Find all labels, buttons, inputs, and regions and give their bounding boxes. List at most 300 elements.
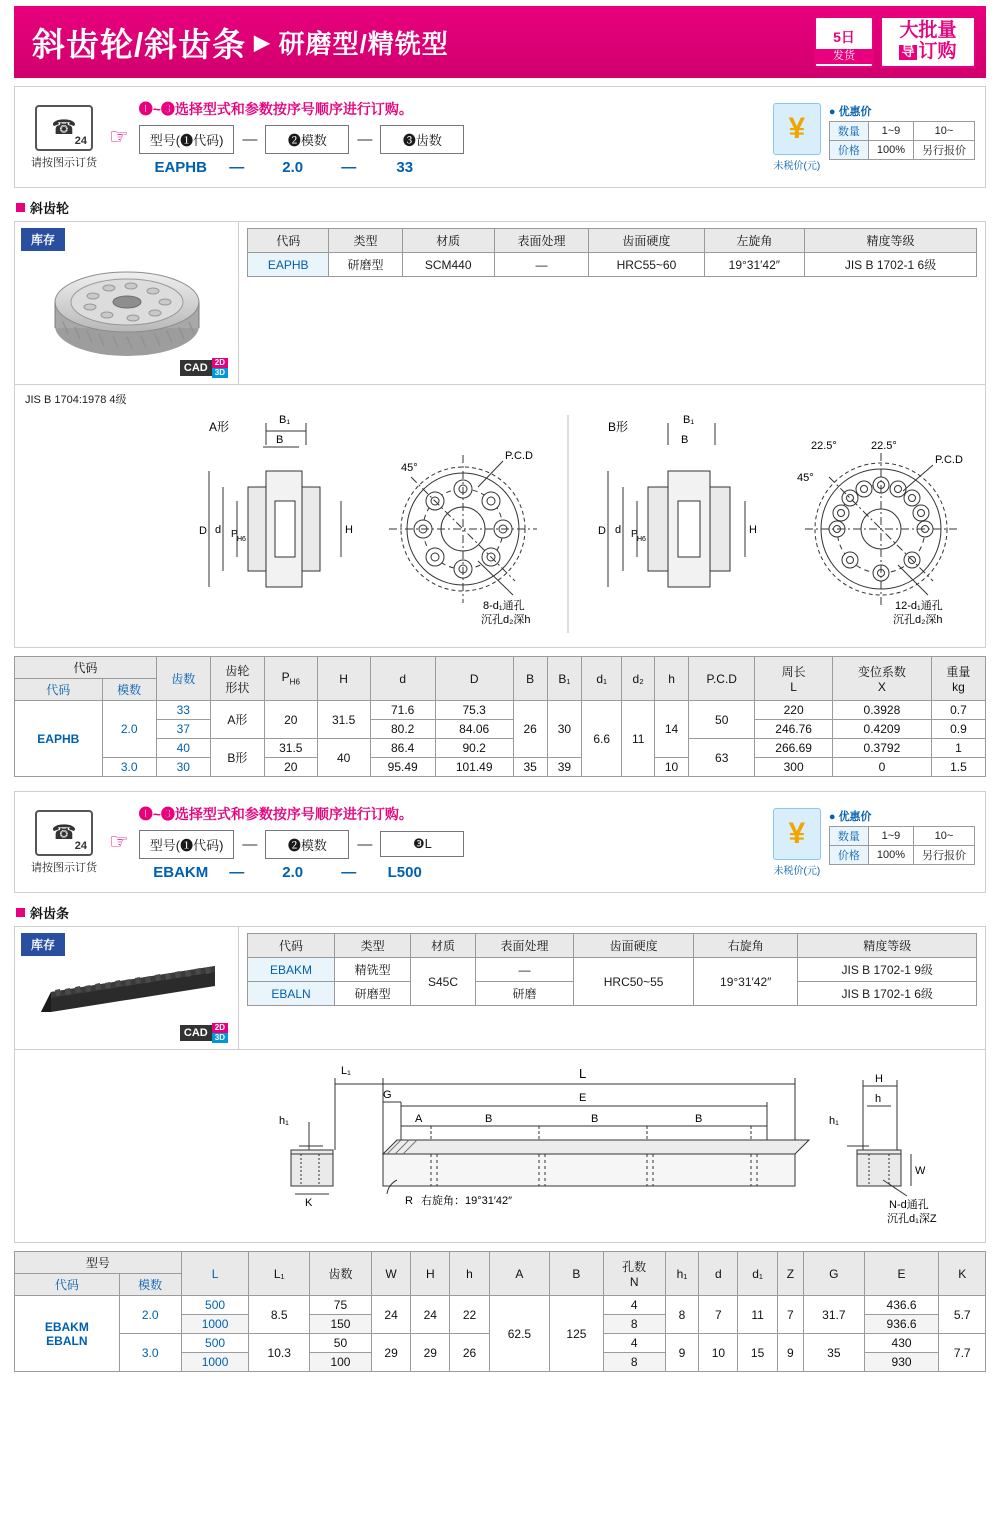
svg-text:H: H: [875, 1073, 883, 1085]
td-B1-1: 30: [547, 701, 581, 758]
order-value-dash-1: —: [229, 158, 245, 176]
svg-text:K: K: [305, 1197, 313, 1209]
qty-label-2: 数量: [829, 826, 868, 845]
td-D-3: 90.2: [435, 739, 513, 758]
order2-value-module: 2.0: [282, 863, 304, 881]
td2-L1-1: 8.5: [249, 1296, 310, 1334]
th2-E: E: [864, 1252, 939, 1296]
price-value-1-2: 100%: [868, 845, 913, 864]
th-shape: 齿轮 形状: [210, 657, 264, 701]
qty-range-1-2: 1~9: [868, 826, 913, 845]
td2-L-3: 500: [181, 1334, 249, 1353]
th-PH6: $P_{H6}$: [264, 657, 317, 701]
th2-teeth: 齿数: [309, 1252, 371, 1296]
table-header-row: [15, 657, 986, 679]
th-teeth: 齿数: [156, 657, 210, 701]
section-title-text: 斜齿轮: [30, 201, 70, 216]
spec2-td-material: S45C: [411, 958, 476, 1006]
td2-h-1: 22: [450, 1296, 489, 1334]
td-L-1: 220: [755, 701, 833, 720]
header-badges: [814, 16, 976, 68]
th2-h: h: [450, 1252, 489, 1296]
badge-bulk-order: [880, 16, 976, 68]
page-header: [14, 6, 986, 78]
section-title-gear: [16, 198, 986, 217]
th2-h1: h₁: [665, 1252, 699, 1296]
badge-bulk-line2: 订购: [918, 41, 957, 62]
td2-W-3: 29: [371, 1334, 410, 1372]
td2-K-3: 7.7: [939, 1334, 986, 1372]
spec-td-code: EAPHB: [248, 253, 329, 277]
th2-H: H: [411, 1252, 450, 1296]
svg-text:B: B: [591, 1113, 599, 1125]
td2-G-3: 35: [804, 1334, 865, 1372]
stock-badge: 库存: [21, 228, 65, 251]
td-W-2: 0.9: [931, 720, 985, 739]
svg-text:E: E: [579, 1092, 587, 1104]
spec2-td-code-1: EBAKM: [248, 958, 335, 982]
yen-icon: ¥: [773, 103, 821, 155]
cad-badge: [180, 1023, 228, 1043]
price-caption: 未税价(元): [773, 160, 821, 172]
gear-spec-table-wrap: [239, 222, 985, 384]
rack-photo-panel: [15, 927, 239, 1049]
rack-spec-table-wrap: [239, 927, 985, 1049]
stock-badge: 库存: [21, 933, 65, 956]
rack-dimension-table: [14, 1251, 986, 1372]
th-d2: d₂: [622, 657, 655, 701]
td2-E-4: 930: [864, 1353, 939, 1372]
order2-value-dash-1: —: [229, 863, 245, 881]
td-L-3: 266.69: [755, 739, 833, 758]
order2-note: ❶~❸选择型式和参数按序号顺序进行订购。: [138, 805, 413, 822]
svg-text:45°: 45°: [401, 462, 418, 474]
title-arrow-icon: ▶: [254, 31, 271, 54]
spec2-td-grade-1: JIS B 1702-1 9级: [798, 958, 977, 982]
spec-th-2: 材质: [402, 229, 494, 253]
td2-N-4: 8: [603, 1353, 665, 1372]
th-weight: 重量 kg: [931, 657, 985, 701]
svg-text:G: G: [383, 1089, 392, 1101]
spec-td-material: SCM440: [402, 253, 494, 277]
td2-G-1: 31.7: [804, 1296, 865, 1334]
table-header-row: [248, 229, 977, 253]
td-module-1: 2.0: [102, 701, 156, 758]
svg-text:D: D: [598, 525, 606, 537]
svg-text:B: B: [276, 434, 284, 446]
td-W-1: 0.7: [931, 701, 985, 720]
td-teeth-4: 30: [156, 758, 210, 777]
td-d-1: 71.6: [370, 701, 435, 720]
product-block-rack: [14, 926, 986, 1243]
td2-B: 125: [550, 1296, 603, 1372]
qty-range-2-2: 10~: [914, 826, 975, 845]
pointing-hand-icon: ☞: [109, 829, 129, 854]
order2-field-model[interactable]: [139, 830, 235, 859]
th-X: 变位系数 X: [833, 657, 932, 701]
order2-field-length-label: ❸L: [412, 836, 432, 851]
spec2-th-6: 精度等级: [798, 934, 977, 958]
rack-drawing-area: [15, 1049, 985, 1242]
order-field-model[interactable]: [139, 125, 235, 154]
th2-A: A: [489, 1252, 550, 1296]
spec-td-grade: JIS B 1702-1 6级: [805, 253, 977, 277]
td2-K-1: 5.7: [939, 1296, 986, 1334]
spec2-td-surface-2: 研磨: [475, 982, 573, 1006]
td-L-4: 300: [755, 758, 833, 777]
order-steps: [135, 99, 773, 176]
rack-spec-table: [247, 933, 977, 1006]
svg-text:P.C.D: P.C.D: [935, 454, 963, 466]
th2-W: W: [371, 1252, 410, 1296]
order2-field-module[interactable]: [265, 830, 349, 859]
price-block-2: [773, 808, 975, 877]
order2-value-dash-2: —: [341, 863, 357, 881]
svg-text:h₁: h₁: [829, 1115, 839, 1127]
order2-field-length[interactable]: [380, 831, 464, 857]
spec-th-6: 精度等级: [805, 229, 977, 253]
svg-text:L₁: L₁: [341, 1065, 351, 1077]
cad-2d-label: 2D: [212, 358, 228, 368]
page-title: [32, 19, 449, 66]
td-X-3: 0.3792: [833, 739, 932, 758]
svg-text:N-d通孔: N-d通孔: [889, 1199, 929, 1211]
td-H-1: 31.5: [317, 701, 370, 739]
td-code: EAPHB: [15, 701, 103, 777]
svg-text:沉孔d₂深h: 沉孔d₂深h: [481, 614, 531, 626]
svg-text:P: P: [631, 529, 638, 540]
svg-text:B: B: [681, 434, 689, 446]
badge-days-unit: 日: [840, 29, 855, 45]
section-title-text: 斜齿条: [30, 906, 70, 921]
svg-text:h₁: h₁: [279, 1115, 289, 1127]
order2-field-model-label: 型号(❶代码): [149, 837, 224, 853]
th-H: H: [317, 657, 370, 701]
price-value-2: 另行报价: [914, 140, 975, 159]
td2-module-1: 2.0: [119, 1296, 181, 1334]
td-W-3: 1: [931, 739, 985, 758]
spec2-th-3: 表面处理: [475, 934, 573, 958]
td2-Z-1: 7: [777, 1296, 803, 1334]
order-panel-rack: [14, 791, 986, 893]
spec2-th-5: 右旋角: [694, 934, 798, 958]
phone-icon: ☎ 24: [35, 810, 93, 856]
cad-2d-label: 2D: [212, 1023, 228, 1033]
discount-table: [829, 103, 975, 160]
td-B1-4: 39: [547, 758, 581, 777]
order-value-module: 2.0: [282, 158, 304, 176]
th-D: D: [435, 657, 513, 701]
qty-label: 数量: [829, 121, 868, 140]
price-caption: 未税价(元): [773, 865, 821, 877]
spec-td-helix: 19°31′42″: [704, 253, 804, 277]
th-h: h: [654, 657, 688, 701]
pointing-hand-icon: ☞: [109, 124, 129, 149]
spec-th-4: 齿面硬度: [589, 229, 704, 253]
th2-N: 孔数 N: [603, 1252, 665, 1296]
cad-3d-label: 3D: [212, 368, 228, 378]
th-L: 周长 L: [755, 657, 833, 701]
td2-E-3: 430: [864, 1334, 939, 1353]
svg-text:B: B: [695, 1113, 703, 1125]
spec2-th-4: 齿面硬度: [574, 934, 694, 958]
order-field-model-label: 型号(❶代码): [149, 132, 224, 148]
gear-technical-drawing: [23, 409, 977, 639]
td-X-2: 0.4209: [833, 720, 932, 739]
table-header-row: [15, 1252, 986, 1274]
td2-module-3: 3.0: [119, 1334, 181, 1372]
phone-24h-label: 24: [74, 839, 87, 852]
order-value-teeth: 33: [396, 158, 414, 176]
order-dash-2: —: [357, 130, 373, 148]
spec2-td-surface-1: —: [475, 958, 573, 982]
order-field-module[interactable]: [265, 125, 349, 154]
gear-drawing-area: [15, 384, 985, 647]
section-bullet-icon: [16, 203, 25, 212]
spec2-th-0: 代码: [248, 934, 335, 958]
spec-td-type: 研磨型: [329, 253, 402, 277]
td-PH6-3: 31.5: [264, 739, 317, 758]
spec-th-5: 左旋角: [704, 229, 804, 253]
spec2-td-helix: 19°31′42″: [694, 958, 798, 1006]
svg-text:H: H: [749, 524, 757, 536]
td-teeth-2: 37: [156, 720, 210, 739]
td-d-3: 86.4: [370, 739, 435, 758]
spec-td-surface: —: [494, 253, 589, 277]
th-module: 模数: [102, 679, 156, 701]
td-L-2: 246.76: [755, 720, 833, 739]
svg-text:D: D: [199, 525, 207, 537]
svg-text:B₁: B₁: [279, 414, 291, 426]
td2-code-2: EBALN: [46, 1333, 88, 1348]
phone-icon: ☎ 24: [35, 105, 93, 151]
td2-N-2: 8: [603, 1315, 665, 1334]
table-row: [15, 758, 986, 777]
td-X-4: 0: [833, 758, 932, 777]
svg-text:P.C.D: P.C.D: [505, 450, 533, 462]
product-block-gear: [14, 221, 986, 648]
order2-field-module-label: ❷模数: [287, 837, 327, 853]
title-sub: 研磨型/精铣型: [278, 28, 449, 59]
th2-model: 型号: [15, 1252, 182, 1274]
td2-d1-3: 15: [738, 1334, 777, 1372]
table-row: [15, 1296, 986, 1315]
badge-bulk-icon: 导: [901, 44, 915, 60]
order-panel-gear: [14, 86, 986, 188]
order-phone-block: [25, 105, 103, 170]
price-label: 价格: [829, 140, 868, 159]
td2-W-1: 24: [371, 1296, 410, 1334]
svg-text:22.5°: 22.5°: [871, 440, 897, 452]
spec2-td-grade-2: JIS B 1702-1 6级: [798, 982, 977, 1006]
svg-text:L: L: [579, 1066, 587, 1081]
td-teeth-1: 33: [156, 701, 210, 720]
svg-text:W: W: [915, 1165, 926, 1177]
td2-E-1: 436.6: [864, 1296, 939, 1315]
order-field-teeth[interactable]: [380, 125, 464, 154]
td-shape-1: A形: [210, 701, 264, 739]
gear-spec-table: [247, 228, 977, 277]
price-value-2-2: 另行报价: [914, 845, 975, 864]
order-value-model: EAPHB: [154, 158, 207, 176]
table-row: [15, 720, 986, 739]
section-title-rack: [16, 903, 986, 922]
svg-text:沉孔d₁深Z: 沉孔d₁深Z: [887, 1213, 937, 1225]
th2-code: 代码: [15, 1274, 120, 1296]
th2-d1: d₁: [738, 1252, 777, 1296]
section-bullet-icon: [16, 908, 25, 917]
spec-th-1: 类型: [329, 229, 402, 253]
td-shape-3: B形: [210, 739, 264, 777]
td2-H-1: 24: [411, 1296, 450, 1334]
td-W-4: 1.5: [931, 758, 985, 777]
th2-G: G: [804, 1252, 865, 1296]
th2-Z: Z: [777, 1252, 803, 1296]
td2-d1-1: 11: [738, 1296, 777, 1334]
th-d: d: [370, 657, 435, 701]
td2-A: 62.5: [489, 1296, 550, 1372]
discount-table-2: [829, 808, 975, 865]
th2-d: d: [699, 1252, 738, 1296]
td-PH6-4: 20: [264, 758, 317, 777]
td-h-4: 10: [654, 758, 688, 777]
qty-range-2: 10~: [914, 121, 975, 140]
table-header-row: [248, 934, 977, 958]
th-B: B: [513, 657, 547, 701]
spec-th-3: 表面处理: [494, 229, 589, 253]
table-row: [248, 958, 977, 982]
badge-5day-shipping: [814, 16, 874, 68]
table-row: [248, 253, 977, 277]
order2-steps: [135, 804, 773, 881]
td2-d-3: 10: [699, 1334, 738, 1372]
td2-L-4: 1000: [181, 1353, 249, 1372]
qty-range-1: 1~9: [868, 121, 913, 140]
td2-N-3: 4: [603, 1334, 665, 1353]
td2-d-1: 7: [699, 1296, 738, 1334]
order2-value-model: EBAKM: [153, 863, 209, 881]
td-H-3: 40: [317, 739, 370, 777]
spec2-td-hardness: HRC50~55: [574, 958, 694, 1006]
th-d1: d₁: [581, 657, 621, 701]
th2-module: 模数: [119, 1274, 181, 1296]
td2-E-2: 936.6: [864, 1315, 939, 1334]
td-module-4: 3.0: [102, 758, 156, 777]
svg-text:B₁: B₁: [683, 414, 695, 426]
td-D-4: 101.49: [435, 758, 513, 777]
spec2-th-2: 材质: [411, 934, 476, 958]
order2-value-length: L500: [387, 863, 422, 881]
order-field-module-label: ❷模数: [287, 132, 327, 148]
svg-text:h: h: [875, 1093, 882, 1105]
td2-N-1: 4: [603, 1296, 665, 1315]
spec-th-0: 代码: [248, 229, 329, 253]
cad-3d-label: 3D: [212, 1033, 228, 1043]
td-B-4: 35: [513, 758, 547, 777]
order-field-teeth-label: ❸齿数: [402, 132, 442, 148]
gear-dimension-table: [14, 656, 986, 777]
svg-text:B形: B形: [608, 420, 629, 434]
td2-teeth-4: 100: [309, 1353, 371, 1372]
order-note: ❶~❸选择型式和参数按序号顺序进行订购。: [138, 100, 413, 117]
svg-text:A形: A形: [209, 420, 230, 434]
discount-title-2: ● 优惠价: [828, 810, 872, 823]
td2-L-2: 1000: [181, 1315, 249, 1334]
gear-photo-panel: [15, 222, 239, 384]
spec-td-hardness: HRC55~60: [589, 253, 704, 277]
svg-text:8-d₁通孔: 8-d₁通孔: [483, 600, 525, 612]
price-label-2: 价格: [829, 845, 868, 864]
th2-B: B: [550, 1252, 603, 1296]
td2-code-1: EBAKM: [44, 1319, 89, 1334]
phone-caption: 请按图示订货: [31, 861, 97, 874]
table-row: [15, 701, 986, 720]
order2-phone-block: [25, 810, 103, 875]
phone-caption: 请按图示订货: [31, 156, 97, 169]
th-model: 代码: [15, 657, 157, 679]
order-value-dash-2: —: [341, 158, 357, 176]
svg-text:H: H: [345, 524, 353, 536]
order-dash-1: —: [242, 130, 258, 148]
svg-text:右旋角：19°31′42″: 右旋角：19°31′42″: [421, 1195, 513, 1207]
svg-text:沉孔d₂深h: 沉孔d₂深h: [893, 614, 943, 626]
td-D-1: 75.3: [435, 701, 513, 720]
th-code: 代码: [15, 679, 103, 701]
td2-h-3: 26: [450, 1334, 489, 1372]
td2-H-3: 29: [411, 1334, 450, 1372]
badge-days-number: 5: [833, 29, 841, 45]
spec2-td-type-2: 研磨型: [335, 982, 411, 1006]
svg-text:A: A: [415, 1113, 423, 1125]
spec2-td-code-2: EBALN: [248, 982, 335, 1006]
td2-teeth-2: 150: [309, 1315, 371, 1334]
td-d-2: 80.2: [370, 720, 435, 739]
td-d1-1: 6.6: [581, 701, 621, 777]
td-teeth-3: 40: [156, 739, 210, 758]
svg-text:B: B: [485, 1113, 493, 1125]
rack-technical-drawing: [23, 1054, 977, 1234]
order2-dash-1: —: [242, 835, 258, 853]
cad-label: CAD: [180, 1025, 212, 1041]
spec2-td-type-1: 精铣型: [335, 958, 411, 982]
svg-text:d: d: [615, 524, 622, 536]
td-d2-1: 11: [622, 701, 655, 777]
td-X-1: 0.3928: [833, 701, 932, 720]
svg-text:12-d₁通孔: 12-d₁通孔: [895, 600, 943, 612]
td2-teeth-1: 75: [309, 1296, 371, 1315]
td-PH6-1: 20: [264, 701, 317, 739]
svg-text:22.5°: 22.5°: [811, 440, 837, 452]
spec2-th-1: 类型: [335, 934, 411, 958]
price-value-1: 100%: [868, 140, 913, 159]
td-B-1: 26: [513, 701, 547, 758]
table-row: [15, 739, 986, 758]
td-d-4: 95.49: [370, 758, 435, 777]
th-B1: B₁: [547, 657, 581, 701]
td2-teeth-3: 50: [309, 1334, 371, 1353]
td-D-2: 84.06: [435, 720, 513, 739]
svg-text:d: d: [215, 524, 222, 536]
yen-icon: ¥: [773, 808, 821, 860]
price-block: [773, 103, 975, 172]
svg-text:P: P: [231, 529, 238, 540]
td2-h1-3: 9: [665, 1334, 699, 1372]
cad-badge: [180, 358, 228, 378]
th2-K: K: [939, 1252, 986, 1296]
svg-text:H6: H6: [637, 536, 646, 543]
td2-L-1: 500: [181, 1296, 249, 1315]
svg-text:45°: 45°: [797, 472, 814, 484]
